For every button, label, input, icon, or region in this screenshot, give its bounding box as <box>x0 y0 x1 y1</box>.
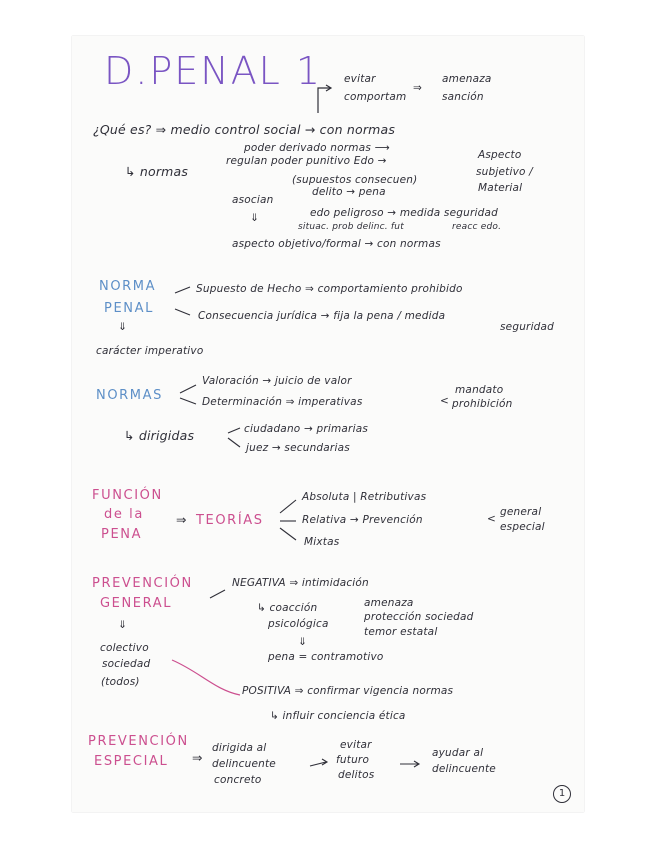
psicologica: psicológica <box>268 618 329 630</box>
negativa: NEGATIVA ⇒ intimidación <box>232 577 369 589</box>
prev-general-arrow: ⇓ <box>118 619 127 631</box>
asocian: asocian <box>232 194 274 206</box>
header-evitar: evitar <box>344 73 376 85</box>
page-number: 1 <box>553 785 571 803</box>
teoria-relativa: Relativa → Prevención <box>302 514 423 526</box>
header-arrow: ⇒ <box>413 82 422 94</box>
aspecto-subj: Aspecto <box>478 149 522 161</box>
funcion-heading-1: FUNCIÓN <box>92 488 163 503</box>
dirigida-al: dirigida al <box>212 742 267 754</box>
funcion-heading-2: de la <box>104 507 144 522</box>
material: Material <box>478 182 523 194</box>
header-amenaza: amenaza <box>442 73 492 85</box>
valoracion: Valoración → juicio de valor <box>202 375 352 387</box>
normas-label: ↳ normas <box>125 164 189 179</box>
teoria-absoluta: Absoluta | Retributivas <box>302 491 427 503</box>
reacc: reacc edo. <box>452 222 502 232</box>
juez: juez → secundarias <box>246 442 350 454</box>
normas-heading: NORMAS <box>96 388 163 403</box>
prev-especial-heading-1: PREVENCIÓN <box>88 734 189 749</box>
brace-lt: < <box>440 395 449 407</box>
ayudar-al: ayudar al <box>432 747 484 759</box>
supuestos: (supuestos consecuen) <box>292 174 418 186</box>
subjetivo: subjetivo / <box>476 166 533 178</box>
proteccion-sociedad: protección sociedad <box>364 611 474 623</box>
asocian-arrow: ⇓ <box>250 212 259 224</box>
coaccion: ↳ coacción <box>257 602 318 614</box>
ayudar-delincuente: delincuente <box>432 763 496 775</box>
determinacion: Determinación ⇒ imperativas <box>202 396 363 408</box>
prev-especial-arrow: ⇒ <box>192 750 203 765</box>
page-title: D.PENAL 1 <box>104 49 323 93</box>
funcion-heading-3: PENA <box>101 527 143 542</box>
dirigida-delincuente: delincuente <box>212 758 276 770</box>
teorias-heading: TEORÍAS <box>196 513 264 528</box>
dirigidas: ↳ dirigidas <box>124 428 195 443</box>
colectivo: colectivo <box>100 642 149 654</box>
delito-pena: delito → pena <box>312 186 386 198</box>
header-comportam: comportam <box>344 91 407 103</box>
influir-conciencia: ↳ influir conciencia ética <box>270 710 406 722</box>
edo-peligroso: edo peligroso → medida seguridad <box>310 207 498 219</box>
regulan: regulan poder punitivo Edo → <box>226 155 387 167</box>
header-sancion: sanción <box>442 91 484 103</box>
brace-lt-2: < <box>487 513 496 525</box>
funcion-arrow: ⇒ <box>176 512 187 527</box>
aspecto-objetivo: aspecto objetivo/formal → con normas <box>232 238 441 250</box>
que-es-line: ¿Qué es? ⇒ medio control social → con normas <box>93 122 396 137</box>
futuro-label: futuro <box>336 754 370 766</box>
caracter-imperativo: carácter imperativo <box>96 345 204 357</box>
supuesto-hecho: Supuesto de Hecho ⇒ comportamiento prohibido <box>196 283 463 295</box>
prev-general-heading-1: PREVENCIÓN <box>92 576 193 591</box>
ciudadano: ciudadano → primarias <box>244 423 368 435</box>
dirigida-concreto: concreto <box>214 774 262 786</box>
prev-especial-heading-2: ESPECIAL <box>94 754 169 769</box>
prev-general-heading-2: GENERAL <box>100 596 173 611</box>
positiva: POSITIVA ⇒ confirmar vigencia normas <box>242 685 454 697</box>
norma-penal-arrow: ⇓ <box>118 321 127 333</box>
amenaza: amenaza <box>364 597 414 609</box>
evitar-label: evitar <box>340 739 372 751</box>
delitos-label: delitos <box>338 769 375 781</box>
mandato: mandato <box>455 384 504 396</box>
todos: (todos) <box>101 676 140 688</box>
prohibicion: prohibición <box>452 398 513 410</box>
sociedad: sociedad <box>102 658 151 670</box>
prevencion-especial-item: especial <box>500 521 545 533</box>
pena-contramotivo: pena = contramotivo <box>268 651 384 663</box>
teoria-mixtas: Mixtas <box>304 536 340 548</box>
norma-penal-heading-2: PENAL <box>104 301 154 316</box>
poder-derivado: poder derivado normas ⟶ <box>244 142 390 154</box>
situac: situac. prob delinc. fut <box>298 222 404 232</box>
seguridad: seguridad <box>500 321 555 333</box>
norma-penal-heading-1: NORMA <box>99 279 157 294</box>
consecuencia-juridica: Consecuencia jurídica → fija la pena / medida <box>198 310 446 322</box>
temor-estatal: temor estatal <box>364 626 438 638</box>
prevencion-general-item: general <box>500 506 542 518</box>
coaccion-arrow: ⇓ <box>298 636 307 648</box>
